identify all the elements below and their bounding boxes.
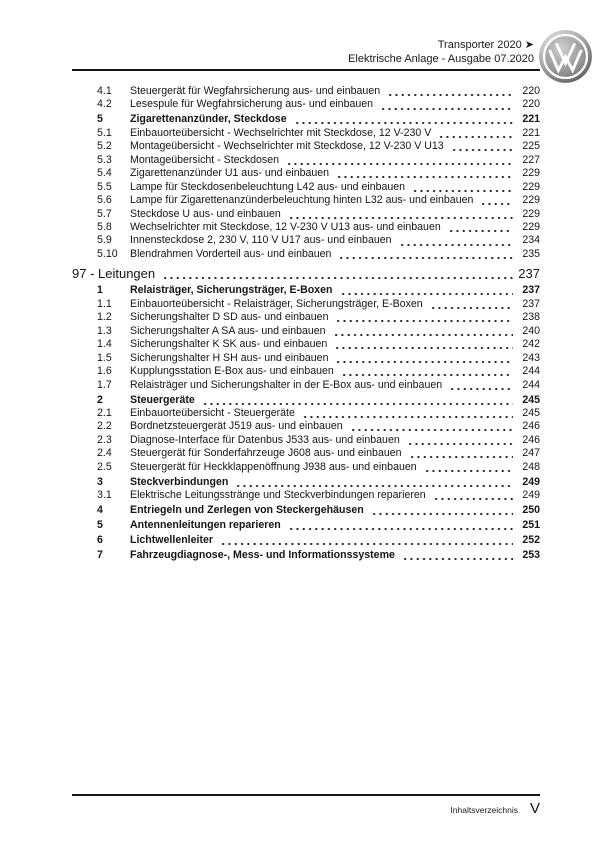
toc-entry-title: Antennenleitungen reparieren bbox=[130, 519, 281, 532]
toc-entry-row[interactable] bbox=[72, 325, 540, 338]
toc-entry-title: Lesespule für Wegfahrsicherung aus- und einbauen bbox=[130, 98, 374, 111]
dotted-leader-icon bbox=[480, 197, 513, 206]
toc-entry-row[interactable] bbox=[72, 461, 540, 474]
dotted-leader-icon bbox=[288, 210, 513, 219]
toc-entry-title: Blendrahmen Vorderteil aus- und einbauen bbox=[130, 247, 332, 260]
dotted-leader-icon bbox=[451, 143, 513, 152]
toc-entry-number: 5 bbox=[97, 113, 103, 126]
toc-entry-number: 1.6 bbox=[97, 365, 112, 378]
toc-entry-number: 3 bbox=[97, 475, 103, 488]
toc-entry-title: Lampe für Steckdosenbeleuchtung L42 aus- und einbauen bbox=[130, 180, 406, 193]
toc-entry-title: Einbauorteübersicht - Steuergeräte bbox=[130, 406, 295, 419]
dotted-leader-icon bbox=[412, 183, 513, 192]
toc-entry-title: Elektrische Leitungsstränge und Steckverbindungen reparieren bbox=[130, 489, 426, 502]
toc-chapter-title: 97 - Leitungen bbox=[72, 266, 156, 282]
toc-entry-title: Steuergeräte bbox=[130, 393, 195, 406]
dotted-leader-icon bbox=[302, 409, 513, 418]
toc-entry-title: Montageübersicht - Steckdosen bbox=[130, 153, 279, 166]
toc-entry-title: Kupplungsstation E-Box aus- und einbauen bbox=[130, 365, 334, 378]
toc-entry-title: Innensteckdose 2, 230 V, 110 V U17 aus- und einbauen bbox=[130, 234, 392, 247]
toc-entry-page: 220 bbox=[522, 85, 540, 97]
toc-entry-page: 249 bbox=[522, 489, 540, 502]
toc-entry-row[interactable] bbox=[72, 127, 540, 140]
toc-entry-page: 237 bbox=[522, 284, 540, 297]
toc-entry-title: Steckdose U aus- und einbauen bbox=[130, 207, 281, 220]
toc-entry-row[interactable] bbox=[72, 181, 540, 194]
toc-entry-number: 5.10 bbox=[97, 247, 118, 260]
toc-entry-number: 1 bbox=[97, 284, 103, 297]
toc-entry-title: Sicherungshalter K SK aus- und einbauen bbox=[130, 338, 328, 351]
toc-entry-title: Sicherungshalter H SH aus- und einbauen bbox=[130, 351, 329, 364]
toc-entry-title: Sicherungshalter A SA aus- und einbauen bbox=[130, 324, 326, 337]
toc-entry-page: 242 bbox=[522, 338, 540, 351]
toc-entry-number: 1.4 bbox=[97, 338, 112, 351]
toc-entry-row[interactable] bbox=[72, 394, 540, 407]
toc-entry-page: 244 bbox=[522, 365, 540, 378]
dotted-leader-icon bbox=[333, 327, 513, 336]
toc-entry-row[interactable] bbox=[72, 208, 540, 221]
toc-entry-page: 221 bbox=[522, 126, 540, 139]
dotted-leader-icon bbox=[407, 436, 513, 445]
toc-entry-row[interactable] bbox=[72, 407, 540, 420]
toc-entry-row[interactable] bbox=[72, 167, 540, 180]
toc-entry-page: 247 bbox=[522, 447, 540, 460]
toc-entry-number: 5.3 bbox=[97, 153, 112, 166]
page-footer bbox=[450, 800, 540, 817]
toc-entry-row[interactable] bbox=[72, 113, 540, 126]
dotted-leader-icon bbox=[335, 354, 513, 363]
toc-entry-page: 229 bbox=[522, 194, 540, 207]
toc-entry-title: Steckverbindungen bbox=[130, 475, 229, 488]
toc-entry-row[interactable] bbox=[72, 194, 540, 207]
toc-entry-page: 227 bbox=[522, 153, 540, 166]
dotted-leader-icon bbox=[202, 396, 513, 405]
toc-entry-title: Lichtwellenleiter bbox=[130, 534, 214, 547]
toc-entry-title: Steuergerät für Sonderfahrzeuge J608 aus- und einbauen bbox=[130, 447, 402, 460]
toc-entry-page: 237 bbox=[518, 266, 540, 282]
toc-entry-row[interactable] bbox=[72, 154, 540, 167]
footer-divider bbox=[72, 794, 540, 796]
toc-entry-page: 250 bbox=[522, 504, 540, 517]
toc-entry-page: 245 bbox=[522, 406, 540, 419]
toc-entry-title: Diagnose-Interface für Datenbus J533 aus- und einbauen bbox=[130, 433, 400, 446]
toc-entry-number: 2.1 bbox=[97, 406, 112, 419]
toc-entry-title: Wechselrichter mit Steckdose, 12 V-230 V U13 aus- und einbauen bbox=[130, 221, 441, 234]
toc-entry-title: Einbauorteübersicht - Wechselrichter mit Steckdose, 12 V-230 V bbox=[130, 126, 432, 139]
toc-entry-row[interactable] bbox=[72, 140, 540, 153]
dotted-leader-icon bbox=[409, 450, 513, 459]
toc-entry-title: Relaisträger, Sicherungsträger, E-Boxen bbox=[130, 284, 333, 297]
dotted-leader-icon bbox=[340, 287, 513, 296]
toc-entry-page: 225 bbox=[522, 140, 540, 153]
toc-entry-row[interactable] bbox=[72, 379, 540, 392]
table-of-contents bbox=[72, 85, 540, 562]
toc-entry-row[interactable] bbox=[72, 338, 540, 351]
dotted-leader-icon bbox=[387, 87, 513, 96]
toc-entry-page: 249 bbox=[522, 475, 540, 488]
dotted-leader-icon bbox=[235, 478, 513, 487]
footer-section-label: Inhaltsverzeichnis bbox=[450, 805, 518, 815]
dotted-leader-icon bbox=[338, 250, 513, 259]
toc-entry-title: Steuergerät für Wegfahrsicherung aus- und einbauen bbox=[130, 85, 381, 97]
dotted-leader-icon bbox=[286, 156, 513, 165]
dotted-leader-icon bbox=[433, 492, 513, 501]
toc-entry-number: 1.3 bbox=[97, 324, 112, 337]
toc-entry-row[interactable] bbox=[72, 284, 540, 297]
toc-entry-number: 1.7 bbox=[97, 378, 112, 391]
dotted-leader-icon bbox=[334, 341, 513, 350]
toc-entry-row[interactable] bbox=[72, 98, 540, 111]
dotted-leader-icon bbox=[294, 116, 513, 125]
toc-entry-number: 5.7 bbox=[97, 207, 112, 220]
toc-entry-title: Entriegeln und Zerlegen von Steckergehäusen bbox=[130, 504, 364, 517]
dotted-leader-icon bbox=[449, 381, 513, 390]
toc-entry-number: 2.5 bbox=[97, 460, 112, 473]
dotted-leader-icon bbox=[430, 300, 513, 309]
toc-entry-title: Steuergerät für Heckklappenöffnung J938 aus- und einbauen bbox=[130, 460, 417, 473]
toc-entry-row[interactable] bbox=[72, 489, 540, 502]
toc-entry-row[interactable] bbox=[72, 519, 540, 532]
toc-entry-title: Bordnetzsteuergerät J519 aus- und einbauen bbox=[130, 420, 343, 433]
toc-entry-title: Lampe für Zigarettenanzünderbeleuchtung hinten L32 aus- und einbauen bbox=[130, 194, 474, 207]
toc-entry-page: 243 bbox=[522, 351, 540, 364]
toc-entry-number: 4.2 bbox=[97, 98, 112, 111]
toc-entry-page: 229 bbox=[522, 180, 540, 193]
toc-entry-page: 229 bbox=[522, 221, 540, 234]
toc-entry-title: Einbauorteübersicht - Relaisträger, Sicherungsträger, E-Boxen bbox=[130, 297, 423, 310]
dotted-leader-icon bbox=[288, 522, 513, 531]
toc-entry-page: 252 bbox=[522, 534, 540, 547]
toc-entry-number: 4.1 bbox=[97, 85, 112, 97]
header-divider bbox=[72, 69, 540, 71]
toc-entry-title: Sicherungshalter D SD aus- und einbauen bbox=[130, 311, 329, 324]
toc-entry-number: 5.9 bbox=[97, 234, 112, 247]
footer-page-number: V bbox=[529, 800, 540, 817]
dotted-leader-icon bbox=[448, 223, 513, 232]
toc-entry-page: 221 bbox=[522, 113, 540, 126]
toc-entry-number: 6 bbox=[97, 534, 103, 547]
toc-entry-page: 234 bbox=[522, 234, 540, 247]
toc-entry-number: 5.1 bbox=[97, 126, 112, 139]
toc-entry-row[interactable] bbox=[72, 549, 540, 562]
toc-entry-row[interactable] bbox=[72, 248, 540, 261]
toc-entry-page: 244 bbox=[522, 378, 540, 391]
toc-entry-number: 1.2 bbox=[97, 311, 112, 324]
toc-entry-number: 2.4 bbox=[97, 447, 112, 460]
toc-entry-row[interactable] bbox=[72, 234, 540, 247]
toc-entry-page: 237 bbox=[522, 297, 540, 310]
dotted-leader-icon bbox=[399, 237, 513, 246]
toc-entry-page: 246 bbox=[522, 433, 540, 446]
toc-entry-row[interactable] bbox=[72, 434, 540, 447]
dotted-leader-icon bbox=[162, 270, 513, 279]
toc-entry-page: 248 bbox=[522, 460, 540, 473]
toc-entry-title: Fahrzeugdiagnose-, Mess- und Informationssysteme bbox=[130, 549, 395, 561]
toc-entry-row[interactable] bbox=[72, 476, 540, 489]
header-model-line: Transporter 2020 ➤ bbox=[437, 39, 534, 51]
toc-entry-title: Zigarettenanzünder, Steckdose bbox=[130, 113, 287, 126]
dotted-leader-icon bbox=[402, 551, 513, 560]
toc-entry-number: 1.1 bbox=[97, 297, 112, 310]
toc-entry-number: 5.2 bbox=[97, 140, 112, 153]
dotted-leader-icon bbox=[380, 101, 513, 110]
toc-entry-page: 238 bbox=[522, 311, 540, 324]
toc-entry-number: 5.5 bbox=[97, 180, 112, 193]
vw-logo-icon bbox=[538, 29, 593, 84]
toc-entry-title: Relaisträger und Sicherungshalter in der E-Box aus- und einbauen bbox=[130, 378, 443, 391]
dotted-leader-icon bbox=[438, 129, 513, 138]
toc-entry-row[interactable] bbox=[72, 311, 540, 324]
toc-entry-title: Zigarettenanzünder U1 aus- und einbauen bbox=[130, 167, 330, 180]
toc-entry-row[interactable] bbox=[72, 221, 540, 234]
toc-entry-row[interactable] bbox=[72, 420, 540, 433]
toc-entry-row[interactable] bbox=[72, 298, 540, 311]
toc-entry-row[interactable] bbox=[72, 365, 540, 378]
toc-entry-page: 220 bbox=[522, 98, 540, 111]
toc-entry-page: 229 bbox=[522, 167, 540, 180]
page-header bbox=[348, 38, 534, 66]
toc-entry-number: 7 bbox=[97, 549, 103, 561]
toc-chapter-row[interactable] bbox=[72, 266, 540, 282]
toc-entry-row[interactable] bbox=[72, 85, 540, 98]
dotted-leader-icon bbox=[341, 368, 513, 377]
toc-entry-row[interactable] bbox=[72, 504, 540, 517]
dotted-leader-icon bbox=[371, 507, 513, 516]
dotted-leader-icon bbox=[220, 537, 513, 546]
toc-entry-row[interactable] bbox=[72, 447, 540, 460]
toc-entry-number: 2 bbox=[97, 393, 103, 406]
toc-entry-page: 229 bbox=[522, 207, 540, 220]
toc-entry-page: 251 bbox=[522, 519, 540, 532]
dotted-leader-icon bbox=[336, 170, 513, 179]
dotted-leader-icon bbox=[335, 314, 513, 323]
header-doc-line: Elektrische Anlage - Ausgabe 07.2020 bbox=[348, 53, 534, 65]
toc-entry-title: Montageübersicht - Wechselrichter mit Steckdose, 12 V-230 V U13 bbox=[130, 140, 444, 153]
toc-entry-number: 4 bbox=[97, 504, 103, 517]
toc-entry-row[interactable] bbox=[72, 534, 540, 547]
toc-entry-page: 246 bbox=[522, 420, 540, 433]
dotted-leader-icon bbox=[350, 423, 513, 432]
toc-entry-number: 5 bbox=[97, 519, 103, 532]
toc-entry-number: 3.1 bbox=[97, 489, 112, 502]
toc-entry-number: 5.6 bbox=[97, 194, 112, 207]
toc-entry-number: 5.8 bbox=[97, 221, 112, 234]
dotted-leader-icon bbox=[424, 463, 513, 472]
toc-entry-page: 235 bbox=[522, 247, 540, 260]
toc-entry-row[interactable] bbox=[72, 352, 540, 365]
toc-entry-number: 2.3 bbox=[97, 433, 112, 446]
toc-entry-page: 240 bbox=[522, 324, 540, 337]
toc-entry-number: 1.5 bbox=[97, 351, 112, 364]
toc-entry-number: 2.2 bbox=[97, 420, 112, 433]
toc-entry-page: 245 bbox=[522, 393, 540, 406]
toc-entry-page: 253 bbox=[522, 549, 540, 561]
toc-entry-number: 5.4 bbox=[97, 167, 112, 180]
